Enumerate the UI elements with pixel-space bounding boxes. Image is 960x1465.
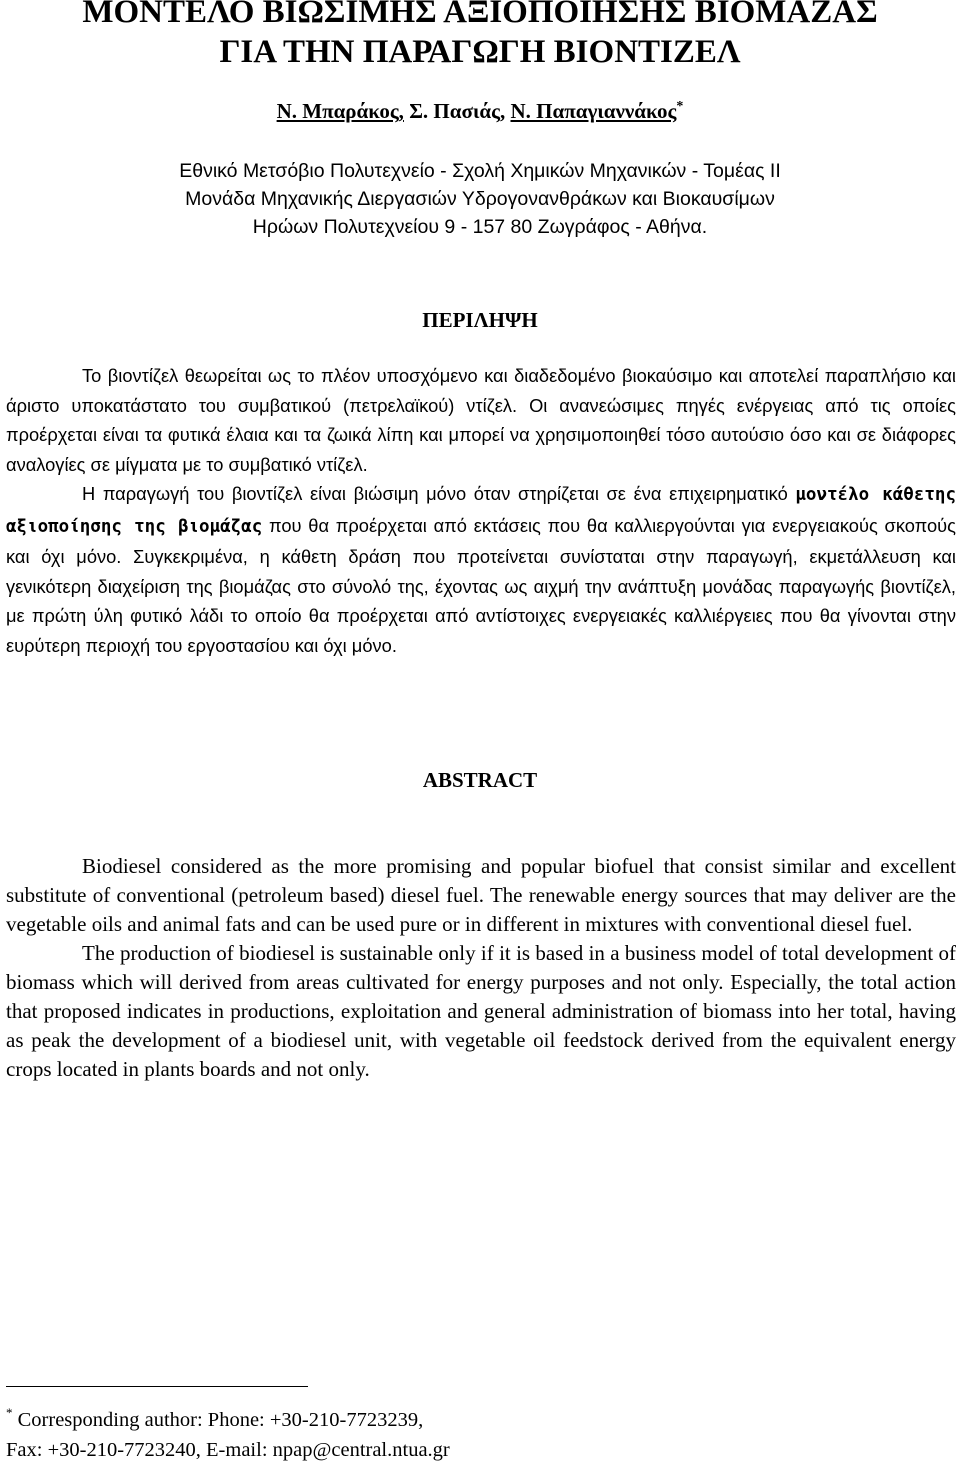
summary-p2-bold-term: μοντέλο κάθετης αξιοποίησης της βιομάζας	[6, 485, 956, 537]
summary-paragraph-2	[6, 479, 956, 660]
author-list	[0, 98, 960, 124]
affiliation-line-1: Εθνικό Μετσόβιο Πολυτεχνείο - Σχολή Χημικών Μηχανικών - Τομέας ΙΙ	[179, 160, 781, 182]
title-line-1: ΜΟΝΤΕΛΟ ΒΙΩΣΙΜΗΣ ΑΞΙΟΠΟΙΗΣΗΣ ΒΙΟΜΑΖΑΣ	[82, 0, 878, 30]
footnote-marker: *	[6, 1405, 13, 1420]
affiliation	[0, 157, 960, 241]
abstract-paragraph-2: The production of biodiesel is sustainable only if it is based in a business model of total development of biomass which will derived from areas cultivated for energy purposes and not only. Especially, the total action that proposed indicates in productions, exploitation and general administration of biomass into her total, having as peak the development of a biodiesel unit, with vegetable oil feedstock derived from the equivalent energy crops located in plants boards and not only.	[6, 941, 956, 1081]
abstract-heading: ABSTRACT	[422, 768, 538, 792]
author-1: Ν. Μπαράκος,	[276, 99, 404, 123]
abstract-paragraph-1: Biodiesel considered as the more promising and popular biofuel that consist similar and excellent substitute of conventional (petroleum based) diesel fuel. The renewable energy sources that may deliver are the vegetable oils and animal fats and can be used pure or in different in mixtures with conventional diesel fuel.	[6, 854, 956, 936]
summary-paragraph-1: Το βιοντίζελ θεωρείται ως το πλέον υποσχόμενο και διαδεδομένο βιοκαύσιμο και αποτελεί παραπλήσιο και άριστο υποκατάστατο του συμβατικού (πετρελαϊκού) ντίζελ. Οι ανανεώσιμες πηγές ενέργειας από τις οποίες προέρχεται είναι τα φυτικά έλαια και τα ζωικά λίπη και μπορεί να χρησιμοποιηθεί τόσο αυτούσιο όσο και σε διάφορες αναλογίες σε μίγματα με το συμβατικό ντίζελ.	[6, 365, 956, 475]
affiliation-line-3: Ηρώων Πολυτεχνείου 9 - 157 80 Ζωγράφος - Αθήνα.	[252, 216, 708, 238]
footnote-separator	[6, 1386, 308, 1387]
paper-title	[0, 0, 960, 72]
footnote-phone: Corresponding author: Phone: +30-210-7723239,	[17, 1409, 424, 1431]
corresponding-author-marker: *	[676, 99, 684, 114]
author-2: Σ. Πασιάς,	[409, 99, 506, 123]
summary-p2-rest: που θα προέρχεται από εκτάσεις που θα καλλιεργούνται για ενεργειακούς σκοπούς και όχι μόνο. Συγκεκριμένα, η κάθετη δράση που προτείνεται συνίσταται στην παραγωγή, εκμετάλλευση και γενικότερη διαχείριση της βιομάζας στο σύνολό της, έχοντας ως αιχμή την ανάπτυξη μονάδας παραγωγής βιοντίζελ, με πρώτη ύλη φυτικό λάδι το οποίο θα προέρχεται από αντίστοιχες ενεργειακές καλλιέργειες που θα γίνονται στην ευρύτερη περιοχή του εργοστασίου και όχι μόνο.	[6, 514, 956, 656]
title-line-2: ΓΙΑ ΤΗΝ ΠΑΡΑΓΩΓΗ ΒΙΟΝΤΙΖΕΛ	[219, 34, 741, 70]
author-3: Ν. Παπαγιαννάκος	[510, 99, 677, 123]
footnote	[6, 1405, 956, 1465]
footnote-line-1	[6, 1405, 956, 1435]
summary-p2-start: Η παραγωγή του βιοντίζελ είναι βιώσιμη μόνο όταν στηρίζεται σε ένα επιχειρηματικό	[82, 483, 788, 504]
abstract-body	[6, 852, 956, 1084]
footnote-line-2: Fax: +30-210-7723240, E-mail: npap@central.ntua.gr	[6, 1439, 450, 1461]
summary-heading: ΠΕΡΙΛΗΨΗ	[422, 308, 538, 332]
affiliation-line-2: Μονάδα Μηχανικής Διεργασιών Υδρογονανθράκων και Βιοκαυσίμων	[185, 188, 775, 210]
summary-body	[6, 361, 956, 660]
